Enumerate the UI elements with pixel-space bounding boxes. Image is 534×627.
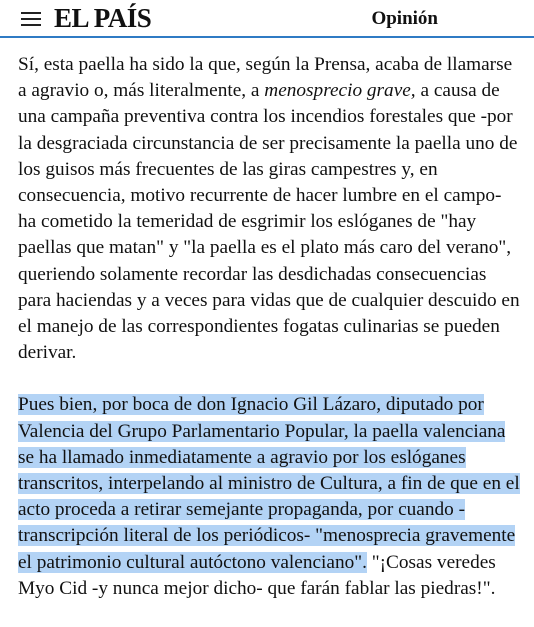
italic-phrase: menosprecio grave, bbox=[264, 80, 416, 102]
paragraph-text: a causa de una campaña preventiva contra los incendios forestales que -por la desgraciada circunstancia de ser precisamente la paella uno de los guisos más frecuentes de las giras campestres y, en consecuencia, motivo recurrente de hacer lumbre en el campo- ha cometido la temeridad de esgrimir los eslóganes de "hay paellas que matan" y "la paella es el plato más caro del verano", queriendo solamente recordar las desdichadas consecuencias para haciendas y a veces para vidas que de cualquier descuido en el manejo de las correspondientes fogatas culinarias se pueden derivar. bbox=[18, 80, 520, 364]
section-label[interactable]: Opinión bbox=[371, 8, 438, 29]
article-paragraph bbox=[18, 52, 524, 366]
selected-text[interactable]: Pues bien, por boca de don Ignacio Gil Lázaro, diputado por Valencia del Grupo Parlamentario Popular, la paella valenciana se ha llamado inmediatamente a agravio por los eslóganes transcritos, interpelando al ministro de Cultura, a fin de que en el acto proceda a retirar semejante propaganda, por cuando -transcripción literal de los periódicos- "menosprecia gravemente el patrimonio cultural autóctono valenciano". bbox=[18, 394, 520, 573]
paragraph-text: "¡Cosas veredes Myo Cid -y nunca mejor dicho- que farán fablar las piedras!". bbox=[18, 551, 496, 599]
article-paragraph bbox=[18, 392, 524, 602]
site-logo[interactable]: EL PAÍS bbox=[54, 3, 152, 33]
top-header bbox=[0, 0, 534, 38]
article-body bbox=[18, 52, 524, 602]
paragraph-text: Sí, esta paella ha sido la que, según la Prensa, acaba de llamarse a agravio o, más literalmente, a bbox=[18, 54, 513, 102]
hamburger-menu-icon[interactable] bbox=[21, 12, 41, 26]
